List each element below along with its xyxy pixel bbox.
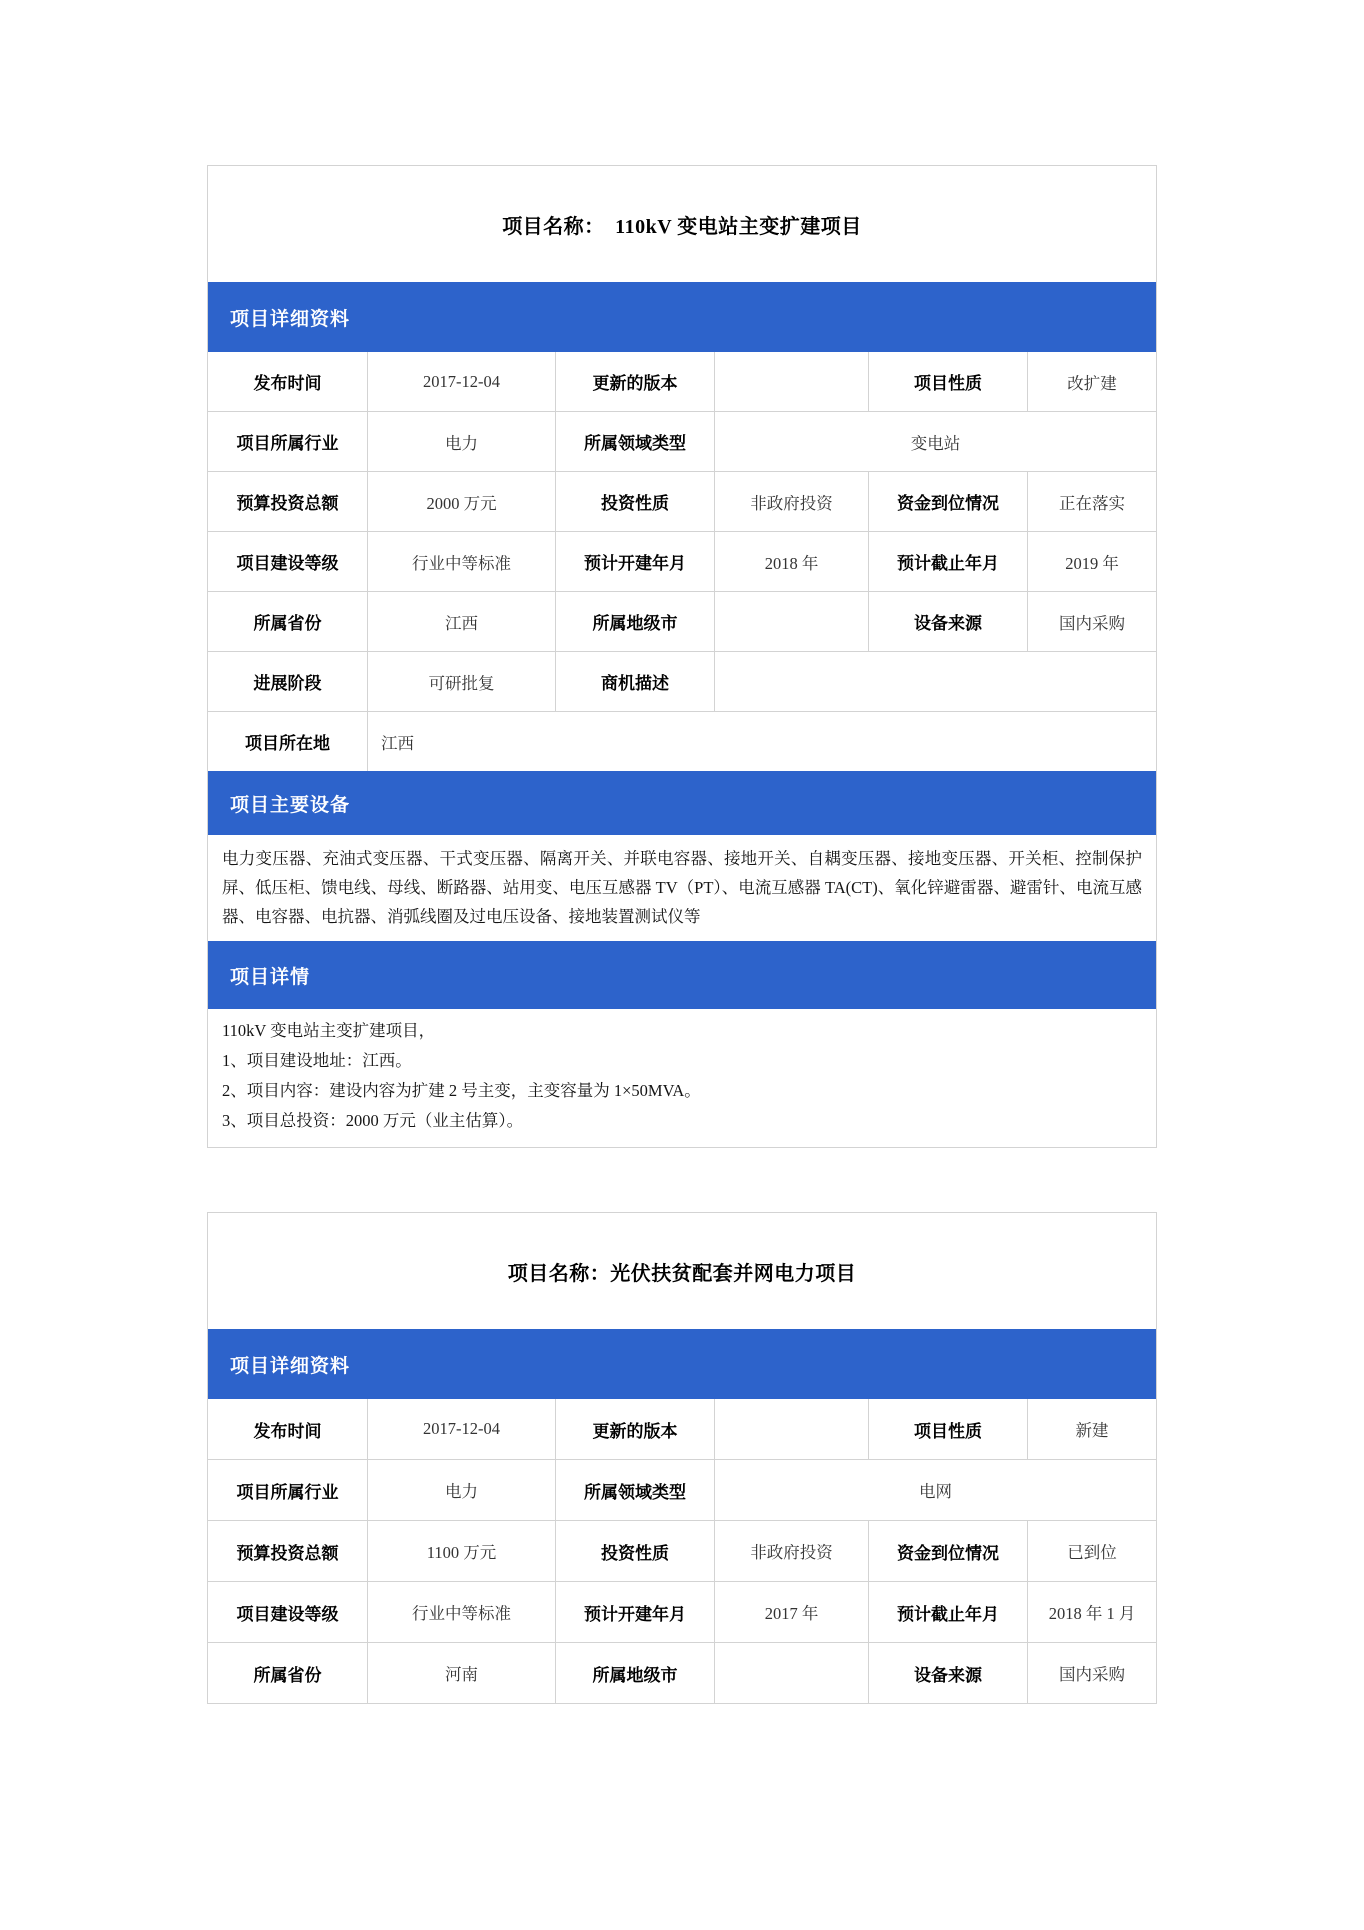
field-label-cell: 项目建设等级 xyxy=(208,532,368,591)
field-label-cell: 预计开建年月 xyxy=(556,532,715,591)
field-value-cell: 2018 年 1 月 xyxy=(1048,1604,1136,1623)
field-value-cell: 国内采购 xyxy=(1059,1665,1125,1684)
field-label-cell: 投资性质 xyxy=(556,472,715,531)
table-row xyxy=(208,352,1156,411)
field-label-cell: 设备来源 xyxy=(869,1643,1028,1703)
field-label-cell: 预算投资总额 xyxy=(208,472,368,531)
field-value-cell: 2000 万元 xyxy=(368,472,556,531)
page-content xyxy=(207,165,1157,1704)
project-title: 项目名称：光伏扶贫配套并网电力项目 xyxy=(507,1262,857,1285)
field-label-cell: 预算投资总额 xyxy=(208,1521,368,1581)
field-label-cell: 项目所属行业 xyxy=(208,1460,368,1520)
field-value-cell xyxy=(715,1399,869,1459)
field-label-cell: 进展阶段 xyxy=(208,652,368,711)
field-value-cell: 2019 年 xyxy=(1065,553,1119,573)
project-table-1 xyxy=(207,165,1157,1148)
field-label-cell: 项目所在地 xyxy=(208,712,368,771)
field-value-cell: 电网 xyxy=(919,1482,952,1501)
section-header-description: 项目详情 xyxy=(208,941,1156,1009)
project-title: 项目名称： 110kV 变电站主变扩建项目 xyxy=(502,215,862,238)
field-value-cell: 新建 xyxy=(1075,1421,1109,1440)
field-label-cell: 资金到位情况 xyxy=(869,472,1028,531)
table-row xyxy=(208,651,1156,711)
field-label-cell: 预计截止年月 xyxy=(869,1582,1028,1642)
field-label-cell: 更新的版本 xyxy=(556,352,715,411)
field-value-cell: 正在落实 xyxy=(1059,493,1125,513)
table-row xyxy=(208,531,1156,591)
field-value-cell xyxy=(715,352,869,411)
table-row xyxy=(208,711,1156,771)
field-value-cell: 江西 xyxy=(381,733,414,753)
field-value-cell: 变电站 xyxy=(910,433,961,453)
field-value-cell: 1100 万元 xyxy=(368,1521,556,1581)
field-value-cell: 行业中等标准 xyxy=(368,1582,556,1642)
field-value-cell xyxy=(715,652,1156,711)
field-value-cell: 已到位 xyxy=(1067,1543,1117,1562)
field-label-cell: 预计截止年月 xyxy=(869,532,1028,591)
details-grid xyxy=(208,352,1156,771)
project-description-line: 110kV 变电站主变扩建项目， xyxy=(222,1021,436,1040)
field-label-cell: 项目性质 xyxy=(869,352,1028,411)
project-table-2 xyxy=(207,1212,1157,1704)
field-label-cell: 项目建设等级 xyxy=(208,1582,368,1642)
field-label-cell: 投资性质 xyxy=(556,1521,715,1581)
field-label-cell: 项目性质 xyxy=(869,1399,1028,1459)
field-label-cell: 预计开建年月 xyxy=(556,1582,715,1642)
field-value-cell xyxy=(715,1643,869,1703)
field-label-cell: 设备来源 xyxy=(869,592,1028,651)
field-value-cell: 2017-12-04 xyxy=(368,352,556,411)
table-row xyxy=(208,1581,1156,1642)
field-value-cell: 电力 xyxy=(368,412,556,471)
table-row xyxy=(208,1399,1156,1459)
field-label-cell: 所属省份 xyxy=(208,592,368,651)
table-row xyxy=(208,1520,1156,1581)
field-label-cell: 更新的版本 xyxy=(556,1399,715,1459)
project-description-line: 2、项目内容：建设内容为扩建 2 号主变，主变容量为 1×50MVA。 xyxy=(222,1081,701,1100)
field-value-cell: 非政府投资 xyxy=(715,472,869,531)
field-value-cell: 非政府投资 xyxy=(715,1521,869,1581)
field-value-cell: 河南 xyxy=(368,1643,556,1703)
section-header-details: 项目详细资料 xyxy=(208,1329,1156,1399)
details-grid xyxy=(208,1399,1156,1703)
field-label-cell: 所属领域类型 xyxy=(556,412,715,471)
project-description-line: 1、项目建设地址：江西。 xyxy=(222,1051,412,1070)
field-label-cell: 项目所属行业 xyxy=(208,412,368,471)
field-value-cell: 江西 xyxy=(368,592,556,651)
field-value-cell: 2017 年 xyxy=(715,1582,869,1642)
field-value-cell: 2018 年 xyxy=(715,532,869,591)
section-header-equipment: 项目主要设备 xyxy=(208,771,1156,835)
table-row xyxy=(208,591,1156,651)
field-label-cell: 所属省份 xyxy=(208,1643,368,1703)
field-label-cell: 所属领域类型 xyxy=(556,1460,715,1520)
project-description xyxy=(208,1009,1156,1147)
field-value-cell: 改扩建 xyxy=(1067,373,1117,393)
field-value-cell: 行业中等标准 xyxy=(368,532,556,591)
section-header-details: 项目详细资料 xyxy=(208,282,1156,352)
field-label-cell: 发布时间 xyxy=(208,352,368,411)
field-label-cell: 所属地级市 xyxy=(556,592,715,651)
field-value-cell: 国内采购 xyxy=(1059,613,1125,633)
field-value-cell xyxy=(715,592,869,651)
table-row xyxy=(208,471,1156,531)
table-row xyxy=(208,1459,1156,1520)
field-label-cell: 发布时间 xyxy=(208,1399,368,1459)
field-label-cell: 资金到位情况 xyxy=(869,1521,1028,1581)
field-value-cell: 可研批复 xyxy=(368,652,556,711)
field-label-cell: 商机描述 xyxy=(556,652,715,711)
table-row xyxy=(208,411,1156,471)
equipment-text: 电力变压器、充油式变压器、干式变压器、隔离开关、并联电容器、接地开关、自耦变压器、接地变压器、开关柜、控制保护屏、低压柜、馈电线、母线、断路器、站用变、电压互感器 TV（PT）、电流互感器 TA(CT)、氧化锌避雷器、避雷针、电流互感器、电容器、电抗器、消弧线圈及过电压设备、接地装置测试仪等 xyxy=(222,849,1142,926)
table-row xyxy=(208,1642,1156,1703)
project-description-line: 3、项目总投资：2000 万元（业主估算）。 xyxy=(222,1111,524,1130)
field-label-cell: 所属地级市 xyxy=(556,1643,715,1703)
field-value-cell: 电力 xyxy=(368,1460,556,1520)
field-value-cell: 2017-12-04 xyxy=(368,1399,556,1459)
